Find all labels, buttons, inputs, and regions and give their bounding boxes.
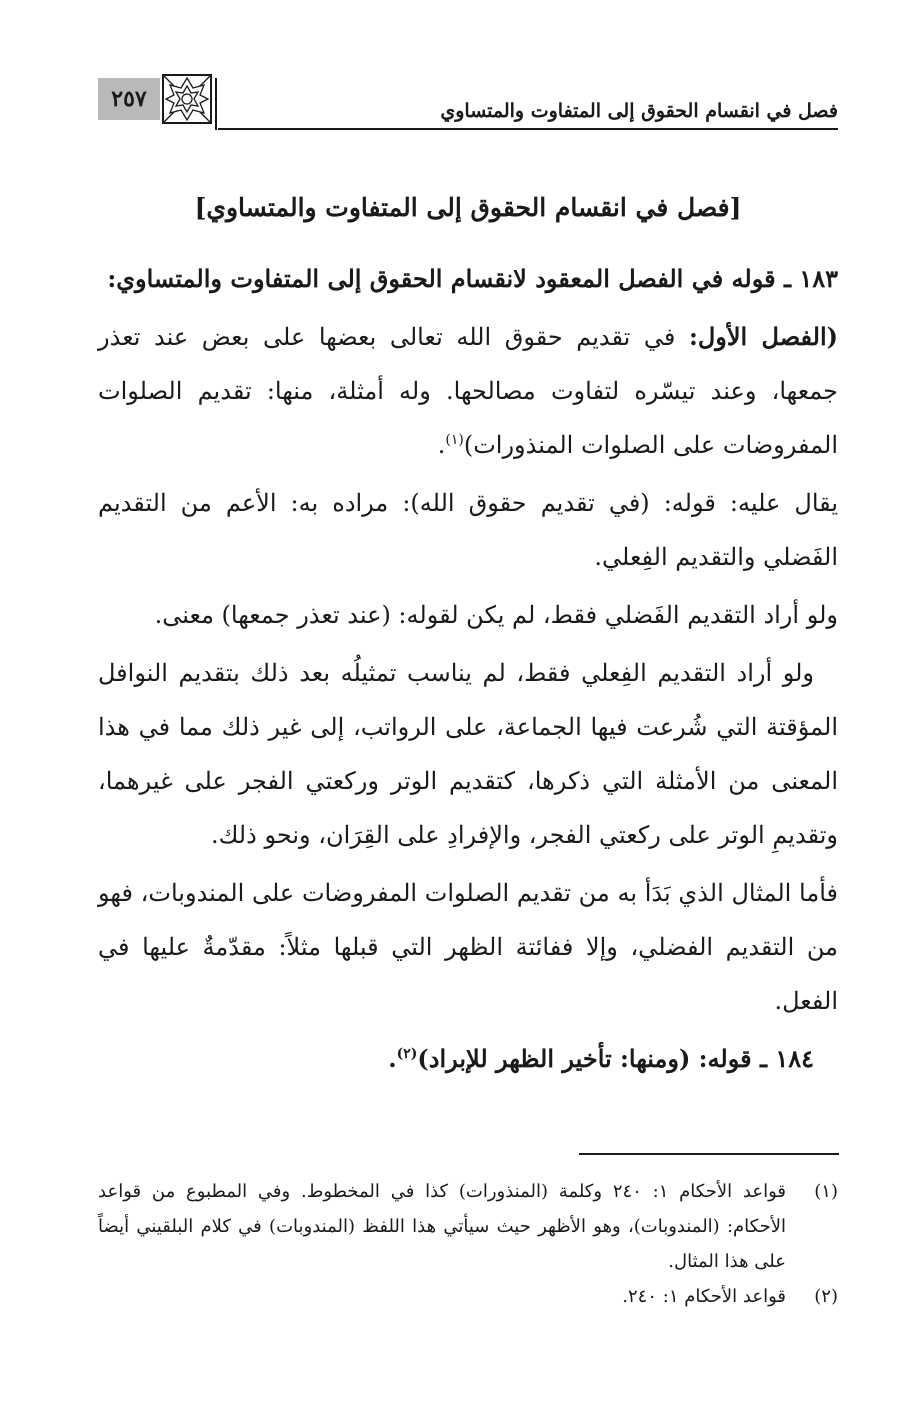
geometric-ornament-icon [162,74,212,124]
footnote-ref-1[interactable]: (١) [445,432,464,448]
paragraph-183 [98,252,838,306]
footnote-separator [579,1153,839,1155]
commentary-3-text: ولو أراد التقديم الفِعلي فقط، لم يناسب تمثيلُه بعد ذلك بتقديم النوافل المؤقتة التي شُرعت فيها الجماعة، على الرواتب، إلى غير ذلك مما في هذا المعنى من الأمثلة التي ذكرها، كتقديم الوتر وركعتي الفجر على غيرهما، وتقديمِ الوتر على ركعتي الفجر، والإفرادِ على القِرَان، ونحو ذلك. [98,659,838,849]
running-title: فصل في انقسام الحقوق إلى المتفاوت والمتساوي [440,100,838,122]
page-header [98,72,838,130]
footnote-2 [98,1279,838,1314]
paragraph-commentary-3 [98,646,838,862]
footnote-ref-2[interactable]: (٢) [396,1046,418,1062]
paragraph-184-end: . [388,1044,397,1073]
main-text [98,180,838,1090]
quote-end: . [437,431,446,459]
quote-body: في تقديم حقوق الله تعالى بعضها على بعض عند تعذر جمعها، وعند تيسّره لتفاوت مصالحها. وله أمثلة، منها: تقديم الصلوات المفروضات على الصلوات المنذورات) [98,323,838,459]
footnote-1-text: قواعد الأحكام ١: ٢٤٠ وكلمة (المنذورات) كذا في المخطوط. وفي المطبوع من قواعد الأحكام: (المندوبات)، وهو الأظهر حيث سيأتي هذا اللفظ (المندوبات) في كلام البلقيني أيضاً على هذا المثال. [98,1181,786,1272]
paragraph-commentary-4 [98,866,838,1028]
paragraph-184 [98,1032,838,1086]
footnote-2-text: قواعد الأحكام ١: ٢٤٠. [622,1286,786,1307]
footnote-1-marker: (١) [814,1181,838,1202]
chapter-title: [فصل في انقسام الحقوق إلى المتفاوت والمتساوي] [194,193,742,222]
footnote-1 [98,1174,838,1279]
paragraph-commentary-2 [98,588,838,642]
footnotes [98,1174,838,1314]
header-rule [218,128,838,130]
paragraph-quote-1 [98,310,838,472]
commentary-4-text: فأما المثال الذي بَدَأ به من تقديم الصلوات المفروضات على المندوبات، فهو من التقديم الفضلي، وإلا ففائتة الظهر التي قبلها مثلاً: مقدّمةٌ عليها في الفعل. [98,879,838,1015]
header-divider [215,78,217,130]
commentary-1-text: يقال عليه: قوله: (في تقديم حقوق الله): مراده به: الأعم من التقديم الفَضلي والتقديم الفِعلي. [98,489,838,571]
quote-lead: (الفصل الأول: [688,322,838,351]
paragraph-184-text: ١٨٤ ـ قوله: (ومنها: تأخير الظهر للإبراد) [417,1044,814,1073]
paragraph-183-text: ١٨٣ ـ قوله في الفصل المعقود لانقسام الحقوق إلى المتفاوت والمتساوي: [107,264,838,293]
page-number: ٢٥٧ [98,78,160,120]
footnote-2-marker: (٢) [814,1286,838,1307]
paragraph-commentary-1 [98,476,838,584]
commentary-2-text: ولو أراد التقديم الفَضلي فقط، لم يكن لقوله: (عند تعذر جمعها) معنى. [154,601,838,629]
